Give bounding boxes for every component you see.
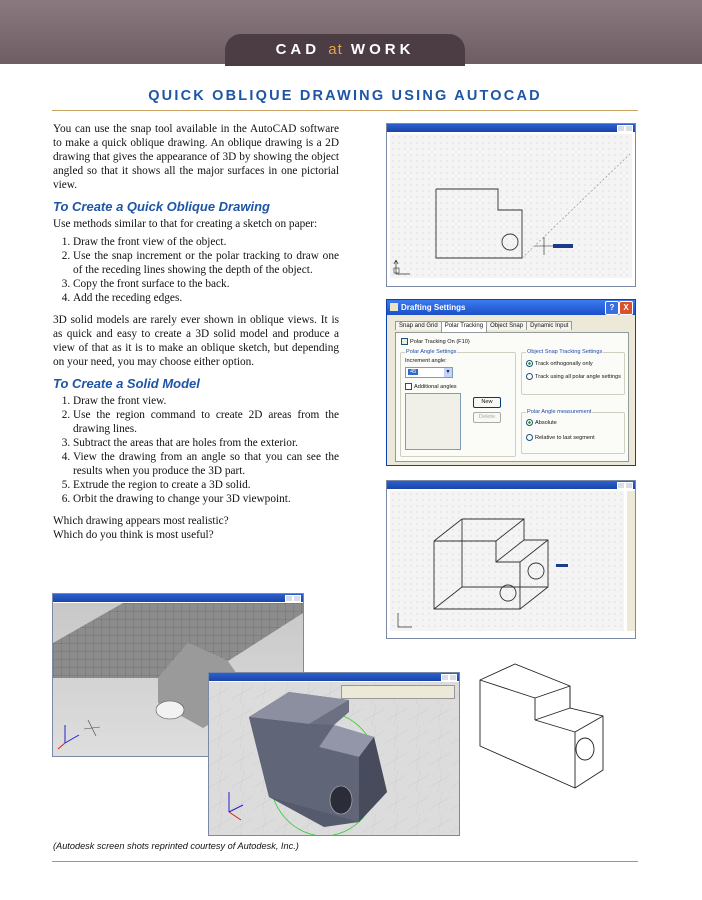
track-orthogonally-radio[interactable] [526,360,593,367]
new-button[interactable]: New [473,397,501,408]
close-icon [293,595,301,602]
drawing-area [390,134,632,278]
drafting-settings-dialog [386,299,636,466]
measurement-group-label: Polar Angle measurement [527,409,592,415]
dialog-titlebar [387,300,635,315]
minimize-icon [441,674,449,681]
screenshot-oblique-view [386,480,636,639]
close-button[interactable]: X [619,301,633,315]
close-icon [625,482,633,489]
list-item: 4. View the drawing from an angle so that you can see the results when you produce the 3D part. [73,450,339,478]
radio-selected-icon [526,419,533,426]
additional-angles-label: Additional angles [414,383,457,390]
increment-angle-value: 45 [410,369,417,375]
window-titlebar [209,673,459,681]
list-item: 2. Use the region command to create 2D areas from the drawing lines. [73,408,339,436]
help-button[interactable]: ? [605,301,619,315]
footer-rule [52,861,638,862]
list-item: 5. Extrude the region to create a 3D solid. [73,478,339,492]
list-item: 3. Copy the front surface to the back. [73,277,339,291]
orbit-toolbar[interactable] [341,685,455,699]
window-titlebar [53,594,303,602]
increment-angle-label: Increment angle: [405,358,447,364]
tab-snap-and-grid[interactable]: Snap and Grid [395,321,442,330]
polar-measurement-group [521,409,625,454]
close-icon [449,674,457,681]
list-item: 2. Use the snap increment or the polar tracking to draw one of the receding lines showing the depth of the object. [73,249,339,277]
oblique-front-drawing [390,134,632,278]
tab-dynamic-input[interactable]: Dynamic Input [526,321,572,330]
track-ortho-label: Track orthogonally only [535,360,593,367]
section1-steps [53,235,339,305]
additional-angles-checkbox[interactable] [405,383,457,390]
chevron-down-icon: ▼ [445,369,451,375]
absolute-radio[interactable] [526,419,557,426]
dialog-tabs [395,321,571,332]
app-icon [390,303,398,311]
track-all-angles-radio[interactable] [526,373,621,380]
section-tab [225,34,465,66]
checkbox-icon [405,383,412,390]
checkbox-checked-icon [401,338,408,345]
section1-lead: Use methods similar to that for creating a sketch on paper: [53,218,318,230]
question-1: Which drawing appears most realistic? [53,515,229,527]
tab-object-snap[interactable]: Object Snap [486,321,527,330]
relative-label: Relative to last segment [535,434,595,441]
window-titlebar [387,481,635,489]
object-snap-tracking-group [521,349,625,395]
middle-paragraph: 3D solid models are rarely ever shown in oblique views. It is as quick and easy to create a 3D solid model and produce a view of that as it is to make an oblique sketch, but depending on your need, you may choose either option. [53,314,339,368]
increment-angle-select[interactable] [405,367,453,378]
polar-on-checkbox[interactable] [401,338,470,345]
polar-tracking-panel [395,332,629,462]
drawing-area [390,491,624,631]
radio-icon [526,373,533,380]
section2-heading: To Create a Solid Model [53,376,200,391]
question-2: Which do you think is most useful? [53,529,214,541]
additional-angles-list[interactable] [405,393,461,450]
polar-on-label: Polar Tracking On (F10) [410,338,470,345]
list-item: 1. Draw the front view. [73,394,339,408]
drawing-area [209,682,459,835]
tab-work: WORK [350,41,415,58]
screenshot-solid-model [208,672,460,836]
track-all-label: Track using all polar angle settings [535,373,621,380]
screenshot-front-view [386,123,636,287]
intro-paragraph: You can use the snap tool available in the AutoCAD software to make a quick oblique drawing. An oblique drawing is a 2D drawing that gives the appearance of 3D by showing the object angled so that it shows all the major surfaces in one pictorial view. [53,123,339,191]
article-body [53,122,339,542]
isometric-line-drawing [475,658,640,790]
tab-cad: CAD [275,41,321,58]
object-snap-group-label: Object Snap Tracking Settings [527,349,603,355]
delete-button[interactable]: Delete [473,412,501,423]
relative-radio[interactable] [526,434,595,441]
tab-at: at [328,41,343,58]
title-rule [52,110,638,111]
absolute-label: Absolute [535,419,557,426]
list-item: 3. Subtract the areas that are holes from the exterior. [73,436,339,450]
minimize-icon [617,125,625,132]
close-icon [625,125,633,132]
solid-model-drawing [209,682,459,835]
list-item: 1. Draw the front view of the object. [73,235,339,249]
section2-steps [53,394,339,506]
minimize-icon [285,595,293,602]
tab-polar-tracking[interactable]: Polar Tracking [441,321,487,332]
section1-heading: To Create a Quick Oblique Drawing [53,199,270,214]
list-item: 6. Orbit the drawing to change your 3D viewpoint. [73,492,339,506]
polar-angle-group [400,349,516,457]
list-item: 4. Add the receding edges. [73,291,339,305]
image-credit-caption: (Autodesk screen shots reprinted courtesy of Autodesk, Inc.) [53,841,299,851]
page-title: QUICK OBLIQUE DRAWING USING AUTOCAD [148,88,542,104]
minimize-icon [617,482,625,489]
window-titlebar [387,124,635,132]
toolbar-strip[interactable] [627,491,635,631]
polar-angle-group-label: Polar Angle Settings [406,349,457,355]
oblique-wireframe-drawing [390,491,624,631]
radio-icon [526,434,533,441]
radio-selected-icon [526,360,533,367]
dialog-title: Drafting Settings [401,303,466,312]
